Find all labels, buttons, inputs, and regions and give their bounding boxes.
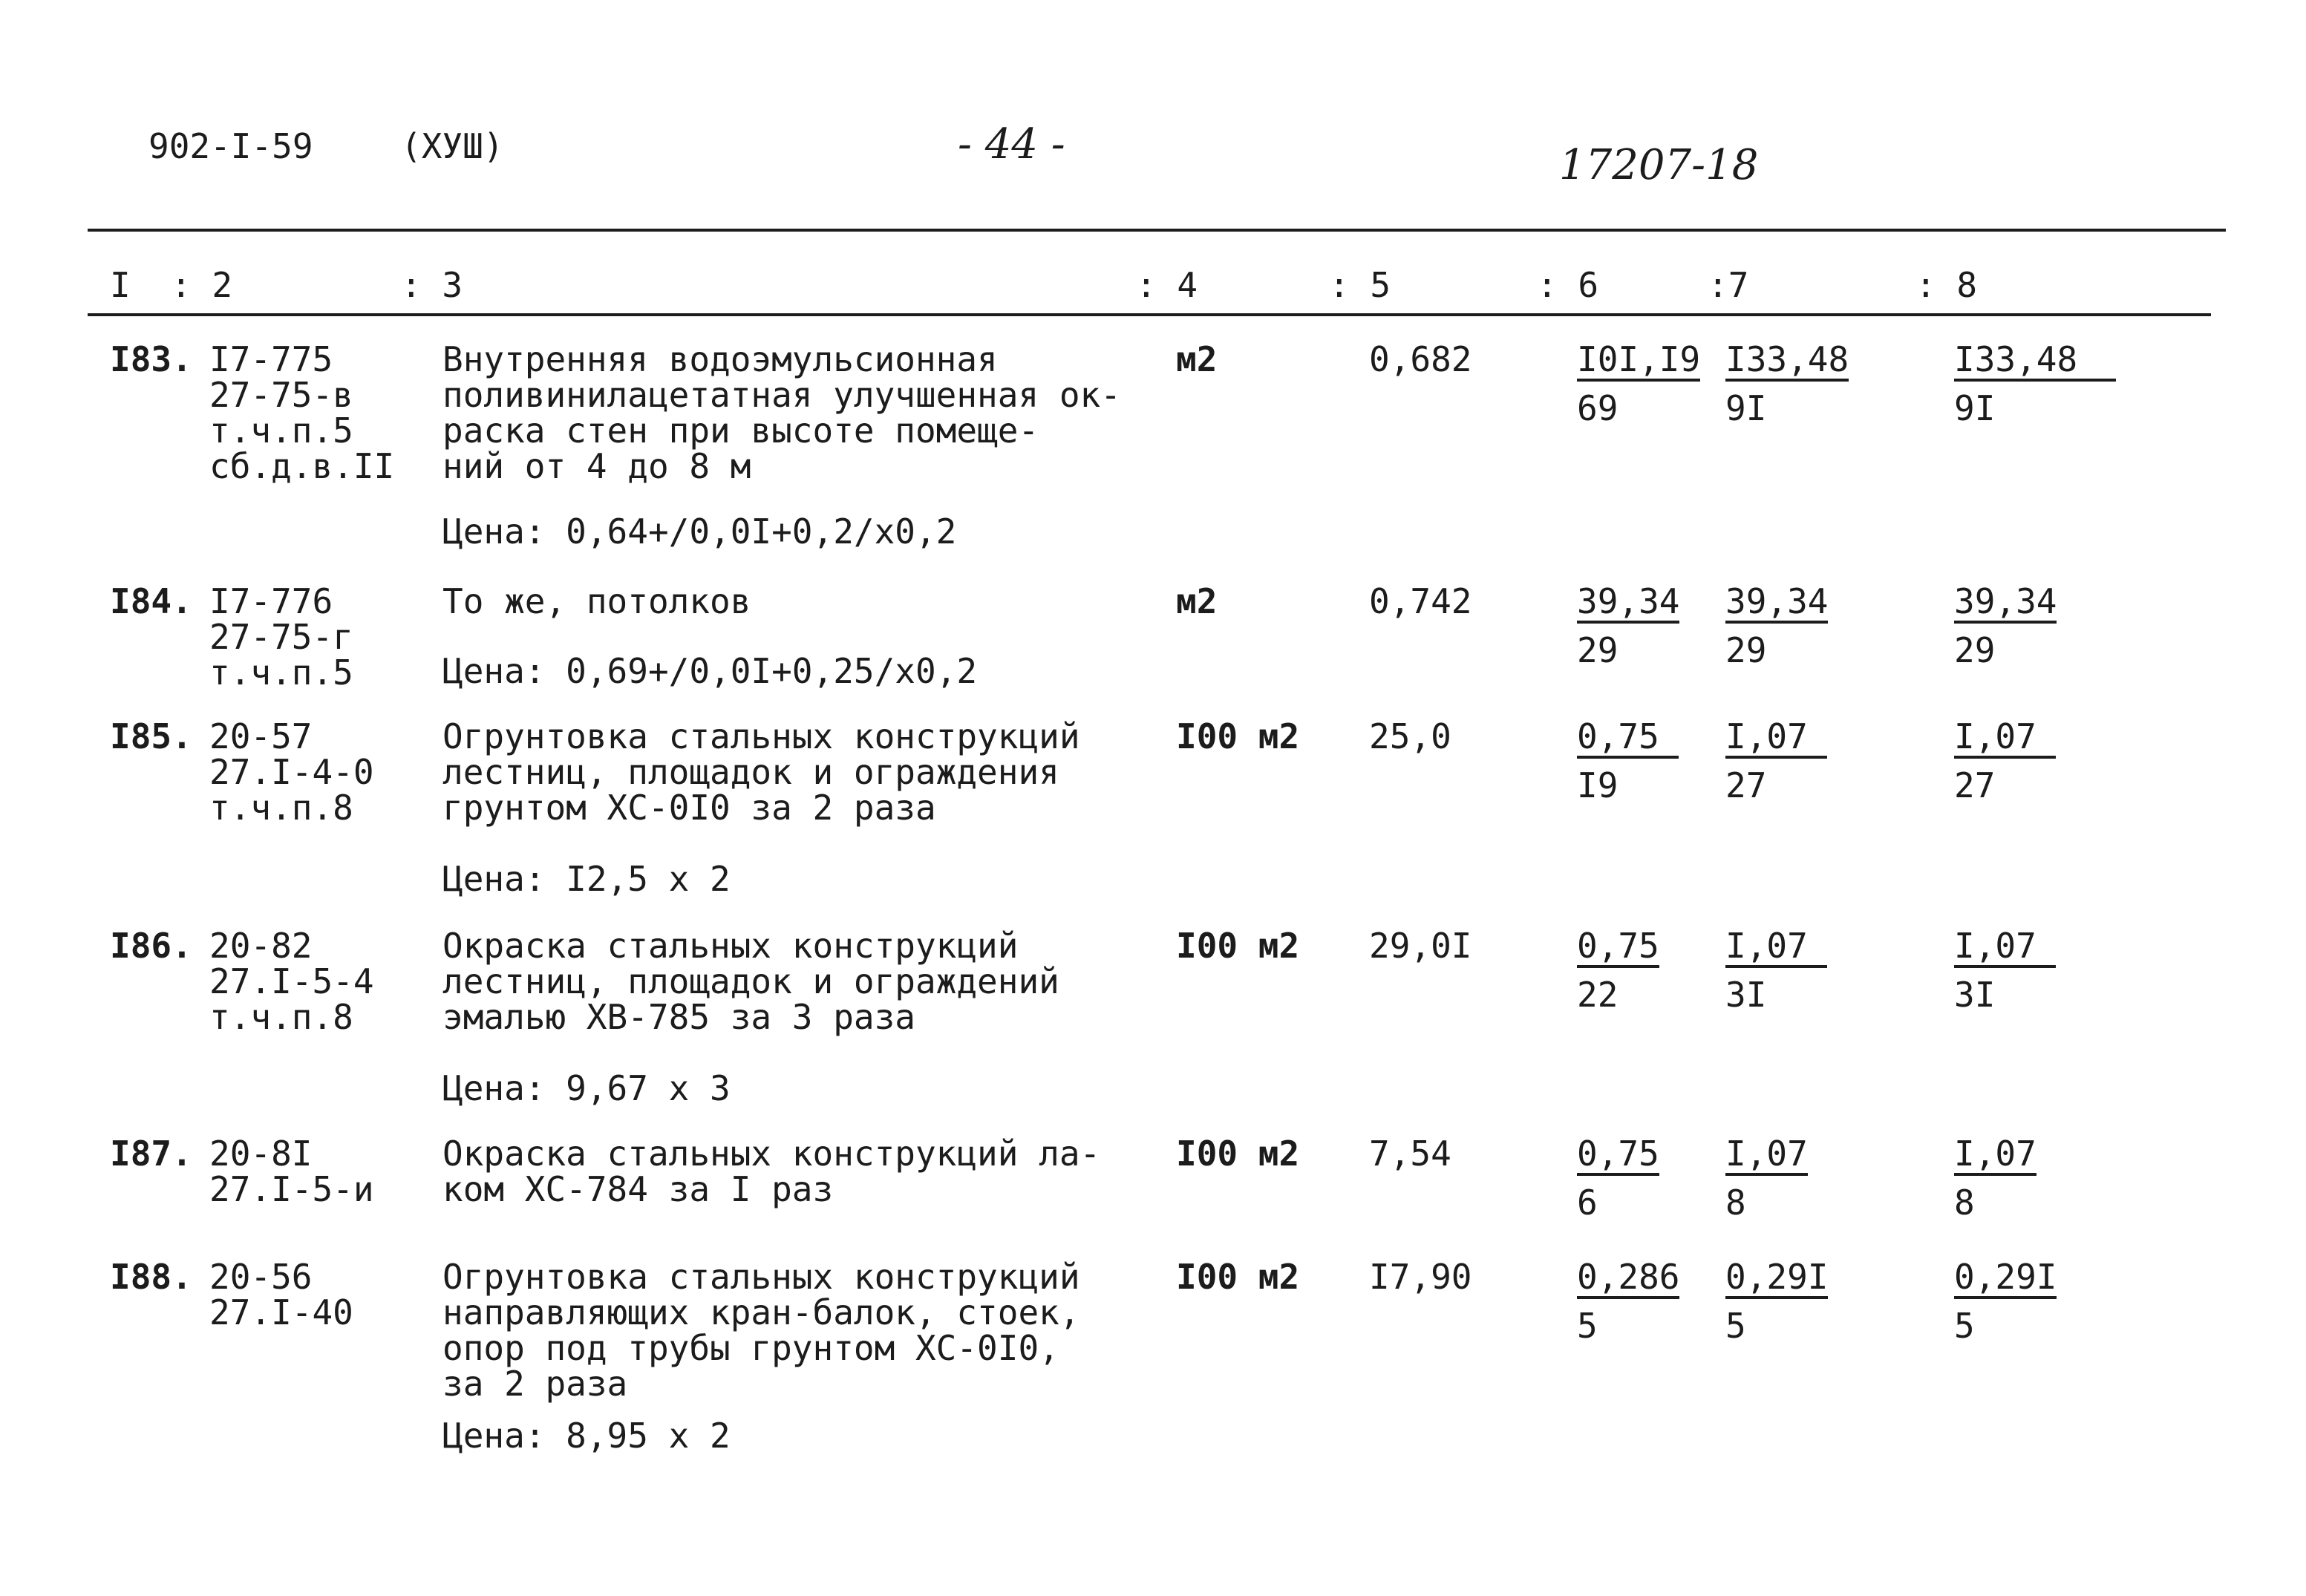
row-unit: I00 м2 xyxy=(1176,1134,1300,1174)
row-col6: I0I,I9 69 xyxy=(1577,339,1701,428)
row-col7: 39,34 29 xyxy=(1725,581,1829,670)
row-codes: I7-775 27-75-в т.ч.п.5 сб.д.в.II xyxy=(209,339,395,486)
col-header-3: : 3 xyxy=(401,265,463,305)
col-header-5: : 5 xyxy=(1329,265,1391,305)
sheet-code: 17207-18 xyxy=(1559,141,1759,189)
row-col6: 39,34 29 xyxy=(1577,581,1680,670)
row-number: I83. xyxy=(110,339,192,379)
row-col8: 0,29I 5 xyxy=(1954,1257,2057,1346)
row-col8: 39,34 29 xyxy=(1954,581,2057,670)
col-header-4: : 4 xyxy=(1136,265,1198,305)
row-col8: I,07 3I xyxy=(1954,928,2056,1013)
row-price: Цена: 0,69+/0,0I+0,25/х0,2 xyxy=(442,651,978,691)
row-codes: 20-82 27.I-5-4 т.ч.п.8 xyxy=(209,926,374,1037)
col-header-8: : 8 xyxy=(1915,265,1978,305)
row-quantity: 0,742 xyxy=(1369,581,1472,621)
row-col6: 0,75 I9 xyxy=(1577,719,1679,803)
row-col6: 0,75 22 xyxy=(1577,926,1659,1015)
row-col7: I,07 3I xyxy=(1725,928,1827,1013)
row-quantity: 7,54 xyxy=(1369,1134,1451,1174)
row-number: I84. xyxy=(110,581,192,621)
col-header-6: : 6 xyxy=(1537,265,1599,305)
row-quantity: 25,0 xyxy=(1369,716,1451,756)
row-quantity: I7,90 xyxy=(1369,1257,1472,1297)
document-code: 902-I-59 xyxy=(148,126,313,166)
col-header-7: :7 xyxy=(1708,265,1749,305)
row-number: I86. xyxy=(110,926,192,966)
row-quantity: 29,0I xyxy=(1369,926,1472,966)
row-col6: 0,286 5 xyxy=(1577,1257,1680,1346)
row-col7: I,07 27 xyxy=(1725,719,1827,803)
row-description: Огрунтовка стальных конструкций направляющих кран-балок, стоек, опор под трубы грунтом ХС-0I0, за 2 раза xyxy=(442,1257,1080,1404)
row-codes: 20-56 27.I-40 xyxy=(209,1257,353,1332)
row-unit: I00 м2 xyxy=(1176,1257,1300,1297)
row-col8: I33,48 9I xyxy=(1954,341,2116,426)
row-description: То же, потолков xyxy=(442,581,751,621)
row-description: Окраска стальных конструкций лестниц, площадок и ограждений эмалью ХВ-785 за 3 раза xyxy=(442,926,1059,1037)
row-description: Окраска стальных конструкций ла- ком ХС-784 за I раз xyxy=(442,1134,1101,1209)
row-unit: I00 м2 xyxy=(1176,926,1300,966)
row-price: Цена: 8,95 х 2 xyxy=(442,1416,731,1456)
row-col7: 0,29I 5 xyxy=(1725,1257,1829,1346)
row-codes: 20-8I 27.I-5-и xyxy=(209,1134,374,1209)
row-col8: I,07 27 xyxy=(1954,719,2056,803)
row-col6: 0,75 6 xyxy=(1577,1134,1659,1223)
row-codes: 20-57 27.I-4-0 т.ч.п.8 xyxy=(209,716,374,828)
column-header-rule xyxy=(88,313,2211,316)
row-unit: м2 xyxy=(1176,581,1218,621)
col-header-1: I xyxy=(110,265,131,305)
row-quantity: 0,682 xyxy=(1369,339,1472,379)
row-number: I88. xyxy=(110,1257,192,1297)
row-price: Цена: I2,5 х 2 xyxy=(442,859,731,899)
row-number: I85. xyxy=(110,716,192,756)
row-description: Огрунтовка стальных конструкций лестниц, площадок и ограждения грунтом ХС-0I0 за 2 раза xyxy=(442,716,1080,828)
row-price: Цена: 9,67 х 3 xyxy=(442,1068,731,1108)
row-col7: I,07 8 xyxy=(1725,1134,1808,1223)
row-unit: I00 м2 xyxy=(1176,716,1300,756)
section-code: (ХУШ) xyxy=(401,126,504,166)
row-col7: I33,48 9I xyxy=(1725,339,1849,428)
top-rule xyxy=(88,229,2226,232)
row-col8: I,07 8 xyxy=(1954,1134,2036,1223)
row-unit: м2 xyxy=(1176,339,1218,379)
page-number: - 44 - xyxy=(958,120,1065,169)
row-description: Внутренняя водоэмульсионная поливинилацетатная улучшенная ок- раска стен при высоте помеще- ний от 4 до 8 м xyxy=(442,339,1121,486)
row-number: I87. xyxy=(110,1134,192,1174)
col-header-2: : 2 xyxy=(171,265,233,305)
row-price: Цена: 0,64+/0,0I+0,2/х0,2 xyxy=(442,511,957,552)
row-codes: I7-776 27-75-г т.ч.п.5 xyxy=(209,581,353,693)
